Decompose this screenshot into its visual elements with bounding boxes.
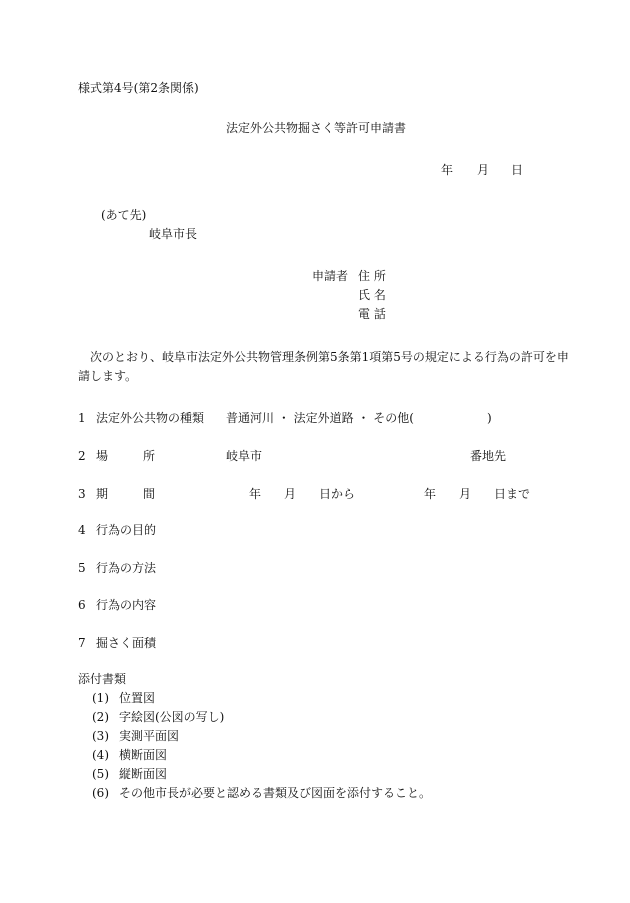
place-suffix: 番地先 [470,449,507,463]
attachment-num: (6) [92,786,109,800]
period-until-year: 年 [424,487,437,501]
item-number: 6 [78,598,86,612]
applicant-phone-label: 電 話 [358,307,386,321]
form-label: 様式第4号(第2条関係) [78,81,199,95]
attachment-text: 実測平面図 [119,729,180,743]
item-label-content: 行為の内容 [96,598,157,612]
attachment-text: 位置図 [119,691,156,705]
item-number: 1 [78,411,86,425]
applicant-name-label: 氏 名 [358,288,386,302]
attachment-text: 縦断面図 [119,767,168,781]
body-text-line1: 次のとおり、岐阜市法定外公共物管理条例第5条第1項第5号の規定による行為の許可を申 [90,350,569,364]
attachment-text: 字絵図(公図の写し) [119,710,225,724]
date-year: 年 [441,163,454,177]
attachment-num: (1) [92,691,109,705]
item-label-purpose: 行為の目的 [96,523,157,537]
attachments-heading: 添付書類 [78,672,127,686]
attachment-num: (4) [92,748,109,762]
body-text-line2: 請します。 [78,369,138,383]
item-number: 3 [78,487,86,501]
item-label-period-b: 間 [143,487,156,501]
addressee-name: 岐阜市長 [149,227,198,241]
addressee-prefix: (あて先) [101,208,147,222]
attachment-num: (3) [92,729,109,743]
applicant-address-label: 住 所 [358,269,386,283]
item-label-area: 掘さく面積 [96,636,157,650]
item-label-type: 法定外公共物の種類 [96,411,205,425]
item-number: 4 [78,523,86,537]
date-month: 月 [477,163,490,177]
item-label-place-b: 所 [143,449,156,463]
item-label-method: 行為の方法 [96,561,157,575]
item-number: 5 [78,561,86,575]
period-from-year: 年 [249,487,262,501]
applicant-label: 申請者 [312,269,349,283]
document-title: 法定外公共物掘さく等許可申請書 [226,121,407,135]
date-day: 日 [511,163,524,177]
period-from-month: 月 [284,487,297,501]
attachment-text: 横断面図 [119,748,168,762]
type-options: 普通河川 ・ 法定外道路 ・ その他( [226,411,414,425]
attachment-num: (2) [92,710,109,724]
item-label-period-a: 期 [96,487,109,501]
place-city: 岐阜市 [226,449,263,463]
type-close-paren: ) [487,411,492,425]
item-number: 2 [78,449,86,463]
period-until-day: 日まで [494,487,531,501]
period-from-day: 日から [319,487,356,501]
item-number: 7 [78,636,86,650]
attachment-num: (5) [92,767,109,781]
period-until-month: 月 [459,487,472,501]
attachment-text: その他市長が必要と認める書類及び図面を添付すること。 [119,786,432,800]
item-label-place-a: 場 [96,449,109,463]
